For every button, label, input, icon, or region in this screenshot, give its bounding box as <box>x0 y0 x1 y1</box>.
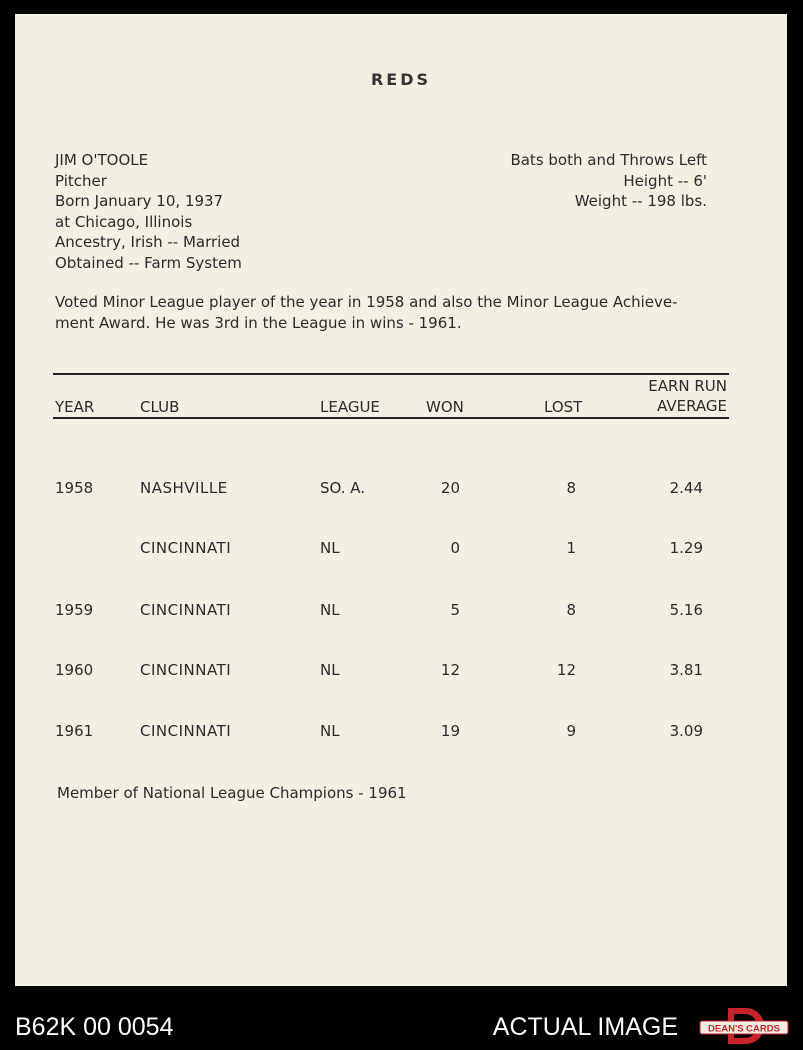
header-club: CLUB <box>140 398 180 416</box>
cell-club: CINCINNATI <box>140 601 232 619</box>
cell-era: 5.16 <box>669 601 703 619</box>
cell-league: NL <box>320 601 340 619</box>
header-era-line-1: EARN RUN <box>648 377 727 395</box>
card-back <box>15 14 787 986</box>
bio-line-2: ment Award. He was 3rd in the League in wins - 1961. <box>55 314 462 332</box>
weight: Weight -- 198 lbs. <box>574 192 707 211</box>
cell-year: 1960 <box>55 661 94 679</box>
cell-league: NL <box>320 661 340 679</box>
cell-club: CINCINNATI <box>140 661 232 679</box>
cell-year: 1958 <box>55 479 94 497</box>
cell-won: 5 <box>450 601 460 619</box>
cell-won: 0 <box>450 539 460 557</box>
table-header-rule <box>53 417 729 419</box>
cell-league: SO. A. <box>320 479 366 497</box>
cell-era: 3.81 <box>669 661 703 679</box>
height: Height -- 6' <box>623 171 707 190</box>
header-won: WON <box>426 398 464 416</box>
bats-throws: Bats both and Throws Left <box>510 151 707 169</box>
cell-lost: 12 <box>556 661 576 679</box>
player-info <box>55 150 242 274</box>
header-era-line-2: AVERAGE <box>657 397 727 415</box>
logo-text: DEAN'S CARDS <box>708 1023 780 1035</box>
physical-info <box>510 150 707 212</box>
cell-club: CINCINNATI <box>140 539 232 557</box>
table-row <box>15 601 787 625</box>
header-era <box>619 376 727 416</box>
footnote: Member of National League Champions - 1961 <box>57 784 407 802</box>
actual-image-label: ACTUAL IMAGE <box>492 1013 678 1041</box>
cell-lost: 8 <box>566 479 576 497</box>
cell-era: 3.09 <box>669 722 703 740</box>
cell-league: NL <box>320 539 340 557</box>
bio-line-1: Voted Minor League player of the year in 1958 and also the Minor League Achieve- <box>55 293 678 311</box>
cell-club: CINCINNATI <box>140 722 232 740</box>
cell-lost: 9 <box>566 722 576 740</box>
bottom-bar <box>0 1000 803 1050</box>
cell-lost: 1 <box>566 539 576 557</box>
player-name: JIM O'TOOLE <box>55 151 149 169</box>
birth-place: at Chicago, Illinois <box>55 212 193 231</box>
obtained: Obtained -- Farm System <box>55 253 242 272</box>
cell-era: 2.44 <box>669 479 703 497</box>
sku-label: B62K 00 0054 <box>15 1013 174 1041</box>
header-league: LEAGUE <box>320 398 380 416</box>
ancestry: Ancestry, Irish -- Married <box>55 233 241 252</box>
bio-text <box>55 292 715 334</box>
table-top-rule <box>53 373 729 375</box>
cell-league: NL <box>320 722 340 740</box>
player-position: Pitcher <box>55 171 107 190</box>
table-row <box>15 722 787 746</box>
cell-year: 1959 <box>55 601 94 619</box>
table-row <box>15 539 787 563</box>
table-row <box>15 479 787 503</box>
header-year: YEAR <box>55 398 95 416</box>
header-lost: LOST <box>544 398 583 416</box>
cell-lost: 8 <box>566 601 576 619</box>
cell-won: 20 <box>440 479 460 497</box>
deans-cards-logo <box>698 1006 790 1046</box>
cell-club: NASHVILLE <box>140 479 228 497</box>
birth-date: Born January 10, 1937 <box>55 192 224 211</box>
team-name: REDS <box>370 70 432 89</box>
table-row <box>15 661 787 685</box>
cell-won: 12 <box>440 661 460 679</box>
cell-year: 1961 <box>55 722 94 740</box>
cell-won: 19 <box>440 722 460 740</box>
cell-era: 1.29 <box>669 539 703 557</box>
